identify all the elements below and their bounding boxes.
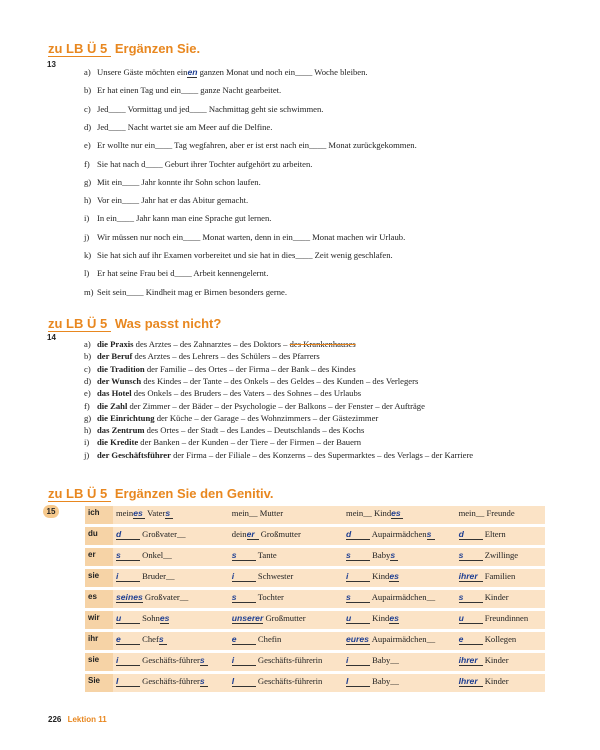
sentence-item [84, 213, 554, 223]
sentence-text: Er hat einen Tag und ein____ ganze Nacht gearbeitet. [97, 85, 282, 96]
odd-one-out-item [84, 364, 356, 374]
genitive-cell [343, 569, 456, 587]
page-number: 226 [48, 715, 62, 724]
item-options: des Kindes – der Tante – des Onkels – des Geldes – des Kunden – des Verlegers [141, 375, 419, 386]
genitive-cell [229, 632, 343, 650]
odd-one-out-item [84, 401, 425, 411]
handwritten-answer: er [247, 529, 259, 540]
handwritten-answer: d [116, 529, 140, 540]
item-label: d) [84, 121, 92, 132]
genitive-cell [456, 632, 545, 650]
handwritten-answer: s [346, 592, 370, 603]
handwritten-answer: e [116, 634, 140, 645]
handwritten-ending: s [390, 550, 398, 561]
item-label: i) [84, 437, 90, 448]
handwritten-answer: s [232, 592, 256, 603]
sentence-item [84, 195, 554, 205]
item-head-noun: der Beruf [97, 351, 133, 362]
sentence-text: Er hat seine Frau bei d____ Arbeit kennengelernt. [97, 268, 269, 279]
sentence-item [84, 67, 554, 77]
sentence-text: ganzen Monat und noch ein____ Woche bleiben. [197, 67, 368, 77]
item-options: des Arztes – des Zahnarztes – des Doktors – [133, 339, 290, 349]
section-14-title: Was passt nicht? [114, 316, 222, 331]
pronoun-cell: er [85, 548, 113, 566]
item-label: k) [84, 250, 92, 260]
sentence-item [84, 85, 554, 95]
item-label: i) [84, 213, 90, 224]
handwritten-answer: seines [116, 592, 143, 602]
item-label: j) [84, 231, 90, 242]
genitive-cell [343, 590, 456, 608]
odd-one-out-item [84, 413, 378, 423]
handwritten-answer: d [459, 529, 483, 540]
item-head-noun: der Geschäftsführer [97, 449, 171, 460]
genitive-cell [113, 653, 229, 671]
item-label: c) [84, 363, 91, 374]
odd-one-out-item [84, 450, 473, 460]
exercise-13-number: 13 [47, 60, 56, 69]
cell-text: Vater [145, 508, 166, 518]
item-head-noun: die Kredite [97, 437, 139, 448]
item-options: der Banken – der Kunden – der Tiere – der Firmen – der Bauern [138, 437, 362, 448]
odd-one-out-item [84, 376, 418, 386]
item-label: l) [84, 268, 90, 279]
odd-one-out-item [84, 339, 356, 349]
cell-text: Aupairmädchen__ [370, 634, 436, 644]
handwritten-ending: es [159, 613, 170, 623]
cell-text: mein__ Kind [346, 508, 392, 518]
cell-text: Baby [370, 550, 391, 560]
handwritten-answer: s [232, 550, 256, 561]
item-label: h) [84, 425, 92, 436]
genitive-cell [229, 506, 343, 524]
genitive-cell [343, 527, 456, 545]
handwritten-answer: Ihrer [459, 676, 483, 687]
handwritten-ending: s [165, 508, 173, 519]
handwritten-ending: s [200, 676, 208, 687]
cell-text: Aupairmädchen__ [370, 592, 436, 602]
handwritten-answer: u [459, 613, 483, 624]
item-label: m) [84, 286, 94, 297]
cell-text: mein__ Mutter [231, 508, 284, 518]
cell-text: Baby__ [370, 676, 399, 686]
table-row [85, 527, 545, 545]
genitive-cell [113, 590, 229, 608]
sentence-item [84, 250, 554, 260]
odd-one-out-item [84, 437, 361, 447]
section-15-ref: zu LB Ü 5 [48, 486, 111, 502]
genitive-cell [113, 632, 229, 650]
genitive-cell [343, 506, 456, 524]
handwritten-answer: i [232, 655, 256, 666]
lesson-label: Lektion 11 [67, 715, 107, 724]
pronoun-cell: du [85, 527, 113, 545]
handwritten-ending: s [200, 655, 208, 666]
item-label: a) [84, 339, 91, 349]
cell-text: Chef [140, 634, 159, 644]
handwritten-answer: i [346, 655, 370, 666]
genitive-cell [456, 653, 545, 671]
item-label: h) [84, 195, 92, 206]
genitive-cell [456, 527, 545, 545]
genitive-cell [113, 611, 229, 629]
handwritten-answer: s [116, 550, 140, 561]
section-13-ref: zu LB Ü 5 [48, 41, 111, 57]
genitive-cell [229, 569, 343, 587]
odd-one-out-item [84, 351, 320, 361]
handwritten-answer: i [346, 571, 370, 582]
cell-text: Kinder [482, 676, 509, 686]
cell-text: Kind [370, 571, 390, 581]
genitive-cell [343, 548, 456, 566]
genitive-cell [229, 674, 343, 692]
handwritten-answer: en [187, 67, 198, 77]
cell-text: Chefin [255, 634, 282, 644]
sentence-item [84, 140, 554, 150]
sentence-text: Seit sein____ Kindheit mag er Birnen besonders gerne. [97, 286, 287, 297]
cell-text: Geschäfts-führer [140, 655, 200, 665]
genitive-cell [456, 569, 545, 587]
cell-text: dein [231, 529, 247, 539]
item-label: e) [84, 388, 91, 399]
item-label: a) [84, 67, 91, 77]
cell-text: Großmutter [263, 613, 306, 623]
table-row [85, 548, 545, 566]
sentence-text: Vor ein____ Jahr hat er das Abitur gemacht. [97, 195, 249, 206]
cell-text: Aupairmädchen [370, 529, 427, 539]
genitive-cell [343, 674, 456, 692]
item-head-noun: das Hotel [97, 388, 132, 399]
handwritten-answer: es [133, 508, 145, 519]
item-head-noun: die Einrichtung [97, 412, 155, 423]
genitive-cell [456, 590, 545, 608]
handwritten-answer: u [346, 613, 370, 624]
genitive-cell [343, 653, 456, 671]
item-label: b) [84, 351, 92, 362]
item-head-noun: die Zahl [97, 400, 128, 411]
section-13-heading [48, 41, 200, 56]
cell-text: Kind [370, 613, 390, 623]
item-label: f) [84, 400, 90, 411]
genitive-cell [113, 569, 229, 587]
item-label: b) [84, 85, 92, 96]
genitive-cell [113, 527, 229, 545]
sentence-item [84, 122, 554, 132]
sentence-item [84, 287, 554, 297]
item-label: d) [84, 375, 92, 386]
odd-one-out-item [84, 388, 361, 398]
item-label: e) [84, 140, 91, 151]
cell-text: Freundinnen [482, 613, 529, 623]
genitive-cell [229, 611, 343, 629]
genitive-cell [229, 527, 343, 545]
genitive-cell [456, 548, 545, 566]
table-row [85, 506, 545, 524]
pronoun-cell: sie [85, 653, 113, 671]
handwritten-answer: ihrer [459, 571, 483, 582]
genitive-cell [113, 674, 229, 692]
item-options: der Zimmer – der Bäder – der Psychologie – der Balkons – der Fenster – der Aufträge [127, 400, 425, 411]
item-options: des Arztes – des Lehrers – des Schülers – des Pfarrers [132, 351, 320, 362]
cell-text: Großmutter [258, 529, 301, 539]
cell-text: Kinder [482, 655, 509, 665]
sentence-text: Sie hat nach d____ Geburt ihrer Tochter aufgehört zu arbeiten. [97, 158, 313, 169]
cell-text: mein [116, 508, 134, 518]
handwritten-answer: i [116, 571, 140, 582]
handwritten-answer: d [346, 529, 370, 540]
table-row [85, 611, 545, 629]
table-row [85, 653, 545, 671]
table-row [85, 632, 545, 650]
cell-text: Zwillinge [482, 550, 519, 560]
item-label: g) [84, 412, 92, 423]
handwritten-answer: e [459, 634, 483, 645]
cell-text: Tante [255, 550, 277, 560]
genitive-cell [456, 506, 545, 524]
item-label: g) [84, 176, 92, 187]
item-head-noun: die Tradition [97, 363, 145, 374]
item-options: der Küche – der Garage – des Wohnzimmers – der Gästezimmer [154, 412, 379, 423]
genitive-cell [229, 653, 343, 671]
odd-one-out-item [84, 425, 364, 435]
sentence-text: In ein____ Jahr kann man eine Sprache gut lernen. [97, 213, 272, 224]
sentence-text: Unsere Gäste möchten ein [97, 67, 188, 77]
sentence-item [84, 159, 554, 169]
handwritten-answer: I [346, 676, 370, 687]
sentence-item [84, 177, 554, 187]
genitive-table [85, 503, 545, 695]
pronoun-cell: Sie [85, 674, 113, 692]
cell-text: Geschäfts-führerin [255, 676, 323, 686]
sentence-text: Mit ein____ Jahr konnte ihr Sohn schon laufen. [97, 176, 261, 187]
handwritten-answer: ihrer [459, 655, 483, 666]
genitive-cell [456, 674, 545, 692]
item-head-noun: das Zentrum [97, 425, 145, 436]
handwritten-answer: e [232, 634, 256, 645]
sentence-text: Er wollte nur ein____ Tag wegfahren, aber er ist erst nach ein____ Monat zurückgekommen. [97, 140, 417, 151]
cell-text: Großvater__ [142, 592, 189, 602]
cell-text: Baby__ [370, 655, 399, 665]
sentence-item [84, 104, 554, 114]
handwritten-ending: es [389, 613, 399, 623]
handwritten-answer: I [116, 676, 140, 687]
cell-text: Sohn [140, 613, 160, 623]
cell-text: Geschäfts-führerin [255, 655, 323, 665]
cell-text: Onkel__ [140, 550, 172, 560]
exercise-14-number: 14 [47, 333, 56, 342]
handwritten-answer: s [459, 592, 483, 603]
page-footer [48, 715, 107, 724]
genitive-cell [456, 611, 545, 629]
exercise-15-number: 15 [43, 505, 59, 518]
item-options: des Onkels – des Bruders – des Vaters – des Sohnes – des Urlaubs [131, 388, 362, 399]
handwritten-ending: s [159, 634, 167, 645]
section-15-title: Ergänzen Sie den Genitiv. [114, 486, 274, 501]
handwritten-answer: s [346, 550, 370, 561]
handwritten-answer: i [116, 655, 140, 666]
sentence-text: Jed____ Nacht wartet sie am Meer auf die Delfine. [97, 121, 273, 132]
cell-text: Kinder [482, 592, 509, 602]
genitive-cell [229, 548, 343, 566]
table-row [85, 674, 545, 692]
cell-text: Kollegen [482, 634, 517, 644]
item-head-noun: die Praxis [97, 339, 134, 349]
pronoun-cell: es [85, 590, 113, 608]
handwritten-answer: i [232, 571, 256, 582]
pronoun-cell: ich [85, 506, 113, 524]
handwritten-answer: s [459, 550, 483, 561]
item-options: der Familie – des Ortes – der Firma – der Bank – des Kindes [144, 363, 356, 374]
handwritten-answer: u [116, 613, 140, 624]
cell-text: Großvater__ [140, 529, 186, 539]
section-14-ref: zu LB Ü 5 [48, 316, 111, 332]
crossed-out-option: des Krankenhauses [289, 339, 356, 349]
handwritten-ending: s [427, 529, 435, 540]
handwritten-answer: eures [346, 634, 369, 644]
section-15-heading [48, 486, 274, 501]
cell-text: Bruder__ [140, 571, 175, 581]
cell-text: Eltern [482, 529, 506, 539]
pronoun-cell: wir [85, 611, 113, 629]
genitive-cell [229, 590, 343, 608]
item-label: j) [84, 449, 90, 460]
genitive-cell [113, 506, 229, 524]
handwritten-answer: unserer [231, 613, 264, 623]
handwritten-answer: es [391, 508, 403, 519]
table-row [85, 590, 545, 608]
sentence-text: Jed____ Vormittag und jed____ Nachmittag geht sie schwimmen. [97, 103, 324, 114]
item-options: des Ortes – der Stadt – des Landes – Deutschlands – des Kochs [144, 425, 365, 436]
genitive-cell [113, 548, 229, 566]
item-options: der Firma – der Filiale – des Konzerns – des Supermarktes – des Verlags – der Karriere [170, 449, 474, 460]
sentence-item [84, 232, 554, 242]
handwritten-answer: I [232, 676, 256, 687]
section-13-title: Ergänzen Sie. [114, 41, 201, 56]
cell-text: Geschäfts-führer [140, 676, 200, 686]
sentence-text: Wir müssen nur noch ein____ Monat warten, denn in ein____ Monat machen wir Urlaub. [97, 231, 406, 242]
cell-text: Familien [482, 571, 516, 581]
genitive-cell [343, 632, 456, 650]
cell-text: Tochter [255, 592, 284, 602]
item-label: f) [84, 158, 90, 169]
sentence-item [84, 268, 554, 278]
item-head-noun: der Wunsch [97, 375, 142, 386]
pronoun-cell: ihr [85, 632, 113, 650]
item-label: c) [84, 103, 91, 114]
cell-text: mein__ Freunde [458, 508, 515, 518]
sentence-text: Sie hat sich auf ihr Examen vorbereitet und sie hat in dies____ Zeit wenig geschlafen. [97, 250, 393, 260]
table-row [85, 569, 545, 587]
genitive-cell [343, 611, 456, 629]
pronoun-cell: sie [85, 569, 113, 587]
section-14-heading [48, 316, 221, 331]
handwritten-ending: es [389, 571, 399, 581]
cell-text: Schwester [255, 571, 294, 581]
